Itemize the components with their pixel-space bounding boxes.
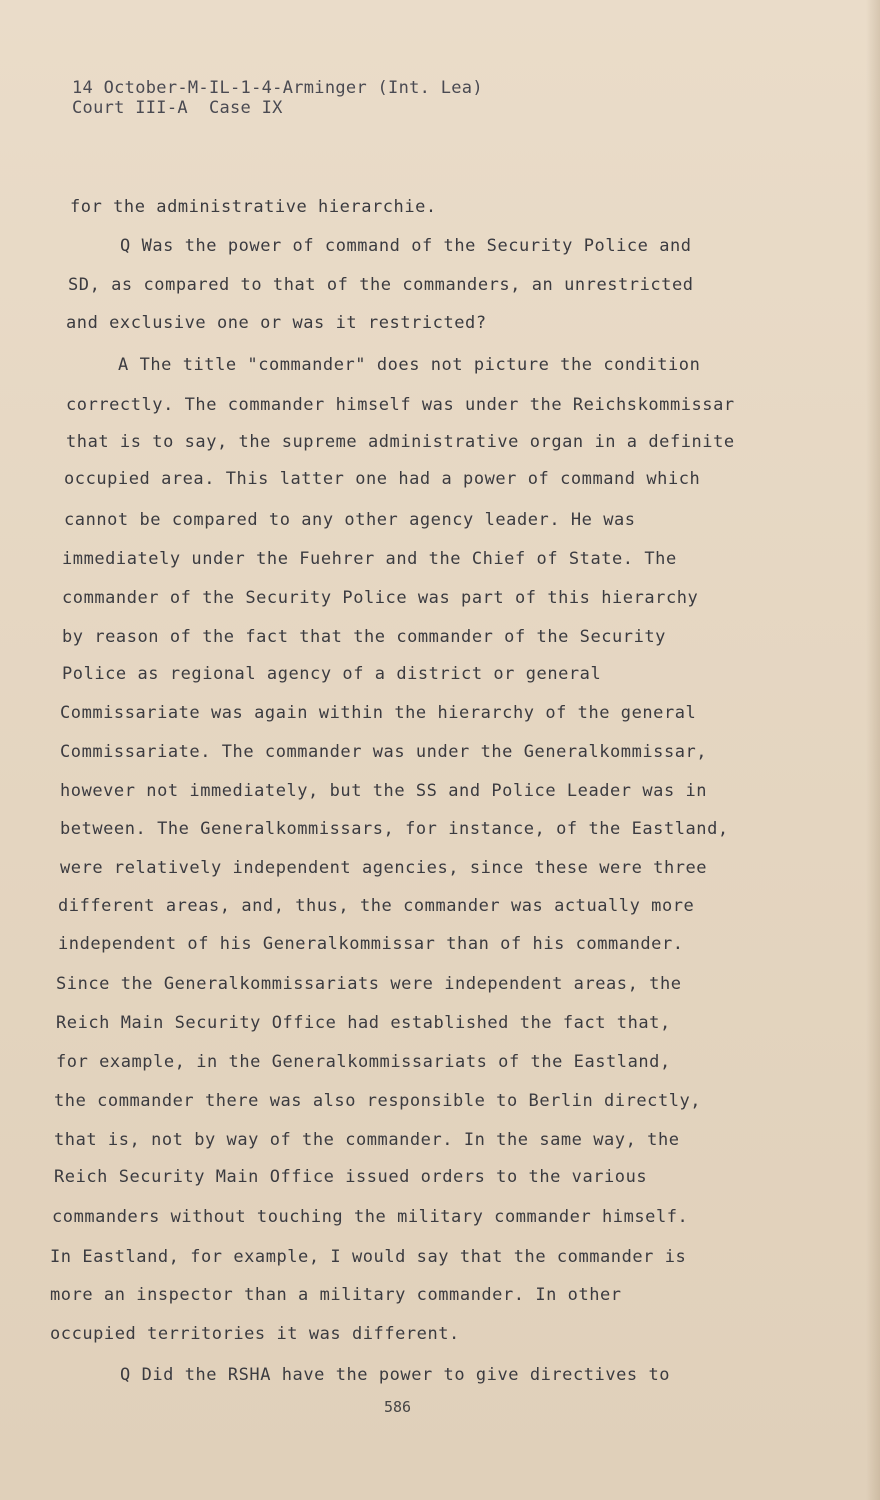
- text-line: SD, as compared to that of the commanders, an unrestricted: [68, 275, 694, 295]
- page-number: 586: [384, 1398, 412, 1416]
- text-line: the commander there was also responsible to Berlin directly,: [54, 1091, 702, 1111]
- page-edge-shadow: [866, 0, 880, 1500]
- text-line: correctly. The commander himself was under the Reichskommissar: [66, 395, 735, 415]
- text-line: independent of his Generalkommissar than of his commander.: [58, 934, 684, 954]
- text-line: were relatively independent agencies, since these were three: [60, 858, 708, 878]
- question-line: Q Did the RSHA have the power to give directives to: [120, 1365, 671, 1385]
- text-line: that is to say, the supreme administrative organ in a definite: [66, 432, 735, 452]
- text-line: for the administrative hierarchie.: [70, 197, 437, 217]
- text-line: commanders without touching the military commander himself.: [52, 1207, 689, 1227]
- header-date-line: 14 October-M-IL-1-4-Arminger (Int. Lea): [72, 78, 483, 98]
- text-line: Reich Security Main Office issued orders to the various: [54, 1167, 648, 1187]
- text-line: for example, in the Generalkommissariats of the Eastland,: [56, 1052, 671, 1072]
- text-line: different areas, and, thus, the commander was actually more: [58, 896, 695, 916]
- text-line: Commissariate. The commander was under the Generalkommissar,: [60, 742, 708, 762]
- header-court-line: Court III-A Case IX: [72, 98, 283, 118]
- text-line: more an inspector than a military commander. In other: [50, 1285, 622, 1305]
- text-line: however not immediately, but the SS and Police Leader was in: [60, 781, 708, 801]
- text-line: Since the Generalkommissariats were independent areas, the: [56, 974, 682, 994]
- text-line: between. The Generalkommissars, for instance, of the Eastland,: [60, 819, 729, 839]
- text-line: that is, not by way of the commander. In the same way, the: [54, 1130, 680, 1150]
- text-line: Commissariate was again within the hierarchy of the general: [60, 703, 697, 723]
- transcript-header: [72, 78, 483, 118]
- text-line: occupied territories it was different.: [50, 1324, 460, 1344]
- text-line: commander of the Security Police was part of this hierarchy: [62, 588, 699, 608]
- text-line: cannot be compared to any other agency leader. He was: [64, 510, 636, 530]
- text-line: and exclusive one or was it restricted?: [66, 313, 487, 333]
- text-line: Reich Main Security Office had established the fact that,: [56, 1013, 671, 1033]
- text-line: by reason of the fact that the commander of the Security: [62, 627, 666, 647]
- answer-line: A The title "commander" does not picture the condition: [118, 355, 701, 375]
- text-line: occupied area. This latter one had a power of command which: [64, 469, 701, 489]
- text-line: immediately under the Fuehrer and the Chief of State. The: [62, 549, 677, 569]
- question-line: Q Was the power of command of the Security Police and: [120, 236, 692, 256]
- text-line: Police as regional agency of a district or general: [62, 664, 602, 684]
- text-line: In Eastland, for example, I would say that the commander is: [50, 1247, 687, 1267]
